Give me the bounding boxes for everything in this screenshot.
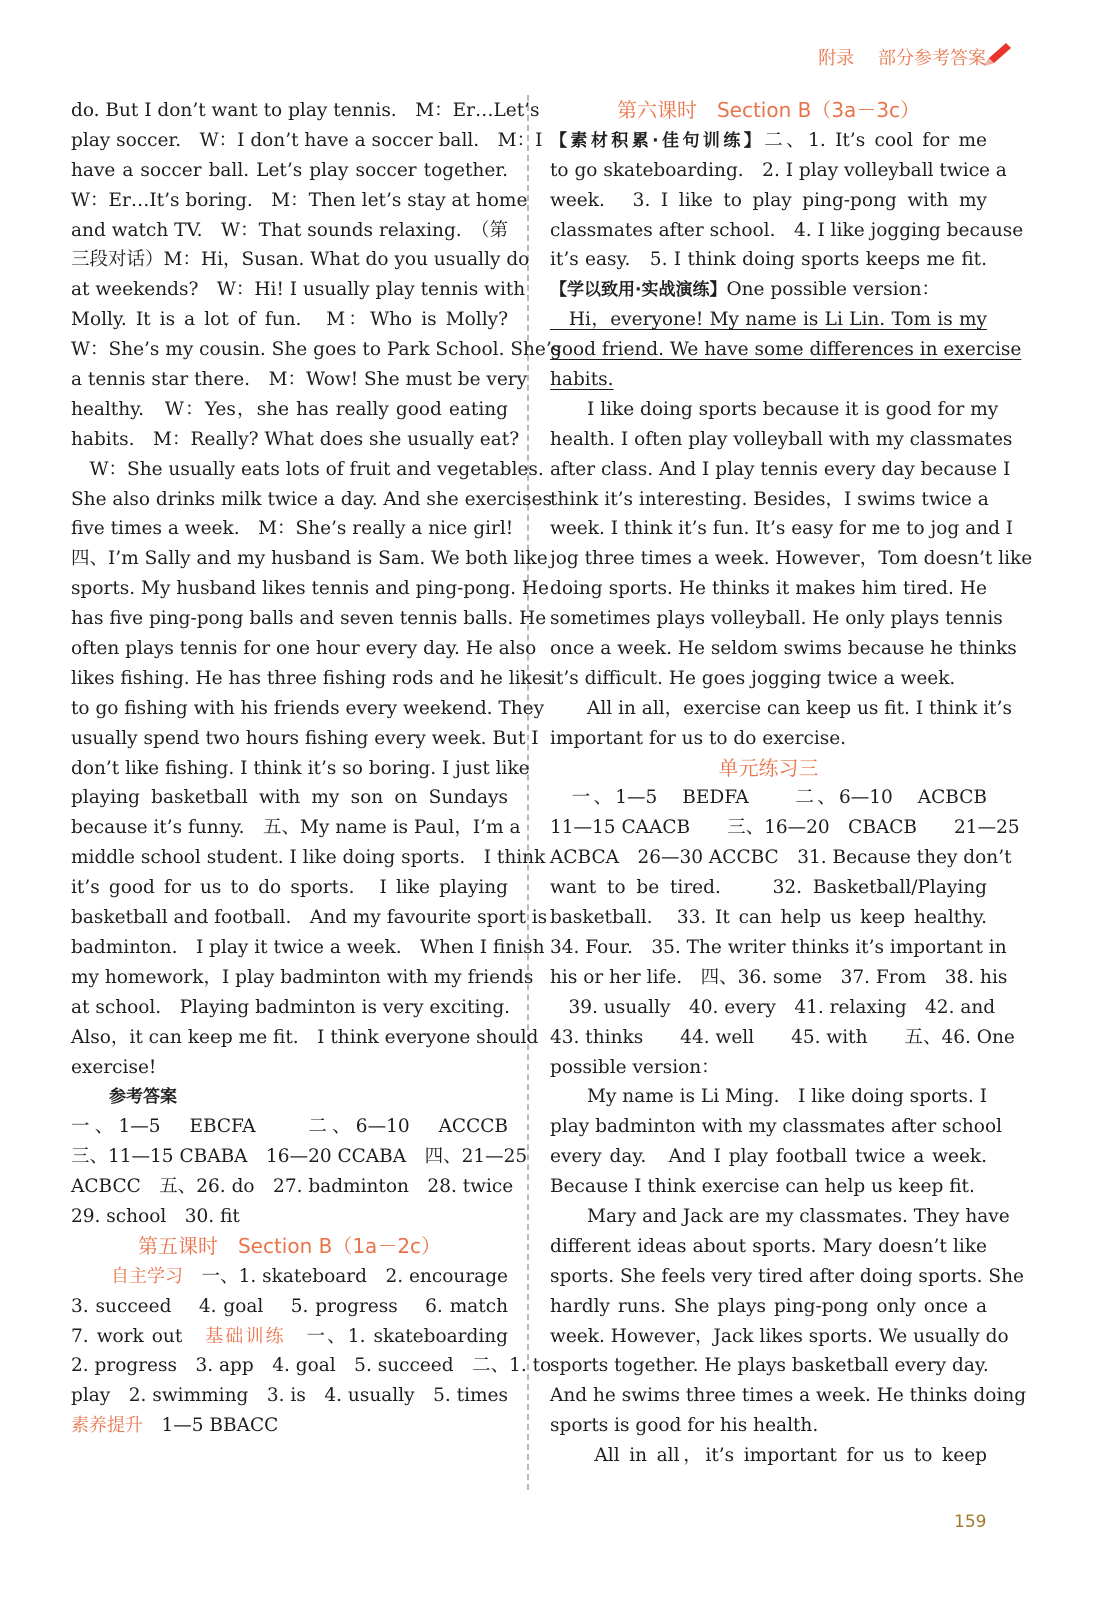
essay-line: I like doing sports because it is good for my	[550, 398, 999, 420]
text-line: often plays tennis for one hour every day. He also	[71, 638, 537, 660]
underlined-line: habits.	[550, 369, 614, 391]
unit3-title: 单元练习三	[718, 755, 819, 780]
text-line: and watch TV. W：That sounds relaxing. （第	[71, 219, 508, 241]
answer-line: week. 3. I like to play ping-pong with my	[550, 189, 987, 211]
unit3-answers	[550, 783, 1027, 1470]
answer-line: possible version：	[550, 1056, 720, 1078]
answer-line: classmates after school. 4. I like jogging because	[550, 219, 1024, 241]
essay-line: doing sports. He thinks it makes him tired. He	[550, 578, 987, 600]
answer-line: 43. thinks 44. well 45. with 五、46. One	[550, 1026, 1015, 1048]
pencil-icon	[980, 40, 1014, 70]
text-line: at school. Playing badminton is very exciting.	[71, 996, 511, 1018]
text-line: She also drinks milk twice a day. And she exercises	[71, 488, 552, 510]
ref-answers-title: 参考答案	[109, 1087, 177, 1108]
answer-line: it’s easy. 5. I think doing sports keeps me fit.	[550, 249, 987, 271]
sucai-label: 【素材积累·佳句训练】	[550, 130, 765, 151]
answer-line: basketball. 33. It can help us keep healthy.	[550, 907, 987, 929]
answer-line	[71, 1262, 508, 1292]
text-line: playing basketball with my son on Sundays	[71, 787, 508, 809]
underlined-line: Hi，everyone! My name is Li Lin. Tom is my	[550, 309, 987, 331]
jichu-label: 基础训练	[205, 1325, 286, 1347]
text-line: middle school student. I like doing sports. I think	[71, 847, 546, 869]
lesson6-essay	[550, 395, 1033, 754]
answer-line: play 2. swimming 3. is 4. usually 5. times	[71, 1385, 508, 1407]
left-column	[71, 96, 562, 1441]
text-line: do. But I don’t want to play tennis. M：Er…Let’s	[71, 100, 540, 121]
answer-line: 29. school 30. fit	[71, 1205, 240, 1227]
answer-text: 7. work out	[71, 1325, 206, 1347]
essay-line: sometimes plays volleyball. He only plays tennis	[550, 608, 1003, 630]
answer-line: 三、11—15 CBABA 16—20 CCABA 四、21—25	[71, 1146, 528, 1168]
essay-line: jog three times a week. However，Tom doesn’t like	[550, 548, 1033, 570]
essay-line: Mary and Jack are my classmates. They have	[550, 1205, 1010, 1227]
answer-text: 1—5 BBACC	[143, 1415, 279, 1437]
lesson6-title: 第六课时 Section B（3a－3c）	[616, 98, 921, 122]
header-answers: 部分参考答案	[878, 48, 986, 69]
ref-answers	[71, 1112, 528, 1232]
left-transcript	[71, 96, 562, 1082]
essay-line: sports. She feels very tired after doing sports. She	[550, 1265, 1024, 1287]
lesson5-title: 第五课时 Section B（1a－2c）	[137, 1233, 442, 1258]
answer-line	[550, 126, 987, 156]
text-line: because it’s funny. 五、My name is Paul，I’m a	[71, 817, 521, 839]
text-line: usually spend two hours fishing every week. But I	[71, 727, 539, 749]
essay-line: after class. And I play tennis every day because I	[550, 458, 1011, 480]
text-line: has five ping-pong balls and seven tennis balls. He	[71, 608, 547, 630]
essay-line: it’s difficult. He goes jogging twice a week.	[550, 667, 956, 689]
essay-line: every day. And I play football twice a week.	[550, 1146, 987, 1168]
zizhu-label: 自主学习	[111, 1265, 184, 1287]
right-column	[550, 96, 1033, 1471]
essay-line: Because I think exercise can help us keep fit.	[550, 1176, 975, 1198]
text-line: play soccer. W：I don’t have a soccer ball. M：I	[71, 129, 543, 151]
underlined-line: good friend. We have some differences in exercise	[550, 339, 1022, 361]
text-line: likes fishing. He has three fishing rods and he likes	[71, 667, 553, 689]
answer-text: 一、1. skateboard 2. encourage	[183, 1265, 508, 1287]
essay-line: All in all，exercise can keep us fit. I think it’s	[550, 697, 1012, 719]
answer-line	[71, 1322, 508, 1352]
text-line: W：She usually eats lots of fruit and vegetables.	[71, 458, 544, 480]
essay-line: week. I think it’s fun. It’s easy for me to jog and I	[550, 518, 1014, 540]
text-line: don’t like fishing. I think it’s so boring. I just like	[71, 757, 530, 779]
essay-line: health. I often play volleyball with my classmates	[550, 428, 1013, 450]
answer-text: One possible version：	[726, 279, 941, 301]
answer-line: 3. succeed 4. goal 5. progress 6. match	[71, 1295, 508, 1317]
essay-line: hardly runs. She plays ping-pong only once a	[550, 1295, 987, 1317]
text-line: Also，it can keep me fit. I think everyone should	[71, 1026, 539, 1048]
essay-line: And he swims three times a week. He thinks doing	[550, 1385, 1027, 1407]
essay-line: once a week. He seldom swims because he thinks	[550, 638, 1017, 660]
text-line: my homework，I play badminton with my friends	[71, 966, 534, 988]
header-text	[800, 44, 986, 70]
essay-line: different ideas about sports. Mary doesn’t like	[550, 1235, 987, 1257]
essay-line: sports is good for his health.	[550, 1415, 819, 1437]
page-number: 159	[954, 1512, 987, 1532]
essay-line: All in all，it’s important for us to keep	[550, 1445, 987, 1467]
essay-line: think it’s interesting. Besides，I swims twice a	[550, 488, 989, 510]
answer-line: to go skateboarding. 2. I play volleyball twice a	[550, 159, 1007, 181]
text-line: W：She’s my cousin. She goes to Park School. She’s	[71, 339, 562, 361]
answer-line: 2. progress 3. app 4. goal 5. succeed 二、1. to	[71, 1355, 552, 1377]
answer-line	[550, 275, 987, 305]
answer-line: 39. usually 40. every 41. relaxing 42. and	[550, 996, 996, 1018]
answer-text: 一、1. skateboarding	[285, 1325, 508, 1347]
text-line: it’s good for us to do sports. I like playing	[71, 877, 508, 899]
text-line: exercise!	[71, 1056, 157, 1078]
text-line: habits. M：Really? What does she usually eat?	[71, 428, 520, 450]
text-line: 三段对话）M：Hi，Susan. What do you usually do	[71, 249, 530, 271]
answer-line: his or her life. 四、36. some 37. From 38. his	[550, 966, 1008, 988]
answer-line: want to be tired. 32. Basketball/Playing	[550, 877, 987, 899]
text-line: basketball and football. And my favourite sport is	[71, 907, 548, 929]
answer-line: ACBCA 26—30 ACCBC 31. Because they don’t	[550, 847, 1012, 869]
answer-line: 一、1—5 BEDFA 二、6—10 ACBCB	[550, 787, 987, 809]
text-line: healthy. W：Yes，she has really good eating	[71, 398, 508, 420]
text-line: a tennis star there. M：Wow! She must be very	[71, 369, 528, 391]
text-line: have a soccer ball. Let’s play soccer together.	[71, 159, 508, 181]
answer-line: 一、1—5 EBCFA 二、6—10 ACCCB	[71, 1116, 508, 1138]
column-divider	[527, 95, 529, 1490]
suyang-label: 素养提升	[71, 1415, 143, 1437]
answer-line: 34. Four. 35. The writer thinks it’s important in	[550, 936, 1007, 958]
essay-line: sports together. He plays basketball every day.	[550, 1355, 989, 1377]
text-line: five times a week. M：She’s really a nice girl!	[71, 518, 514, 540]
text-line: Molly. It is a lot of fun. M：Who is Molly?	[71, 309, 508, 331]
answer-line: ACBCC 五、26. do 27. badminton 28. twice	[71, 1176, 514, 1198]
text-line: W：Er…It’s boring. M：Then let’s stay at home	[71, 189, 528, 211]
essay-line: My name is Li Ming. I like doing sports. I	[550, 1086, 987, 1108]
xueyi-label: 【学以致用·实战演练】	[550, 280, 727, 301]
text-line: sports. My husband likes tennis and ping-pong. He	[71, 578, 550, 600]
text-line: at weekends? W：Hi! I usually play tennis with	[71, 279, 526, 301]
essay-line: play badminton with my classmates after school	[550, 1116, 1003, 1138]
text-line: to go fishing with his friends every weekend. They	[71, 697, 545, 719]
lesson5-answers	[71, 1262, 552, 1441]
header-appendix: 附录	[818, 48, 855, 69]
answer-text: 二、1. It’s cool for me	[764, 129, 987, 151]
essay-line: important for us to do exercise.	[550, 727, 847, 749]
answer-line: 11—15 CAACB 三、16—20 CBACB 21—25	[550, 817, 1020, 839]
essay-line: week. However，Jack likes sports. We usually do	[550, 1325, 1009, 1347]
text-line: 四、I’m Sally and my husband is Sam. We both like	[71, 548, 548, 570]
answer-line	[71, 1411, 508, 1441]
ref-answers-heading	[71, 1082, 508, 1112]
text-line: badminton. I play it twice a week. When I finish	[71, 936, 545, 958]
